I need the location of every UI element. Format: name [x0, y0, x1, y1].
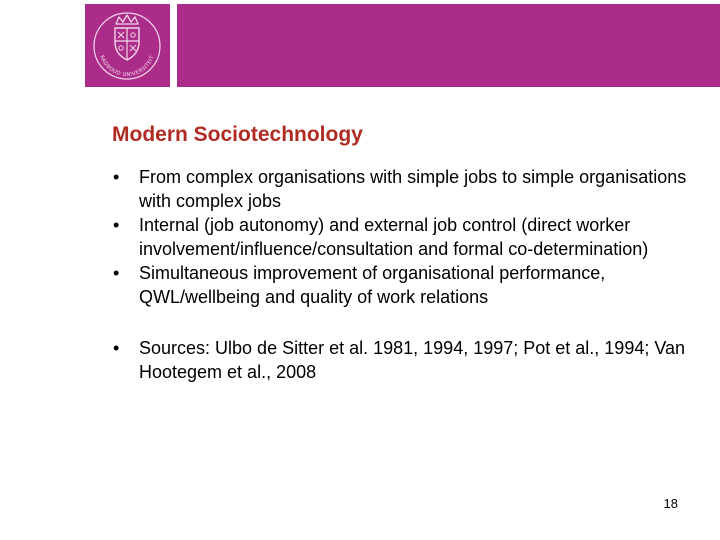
bullet-marker: • [113, 167, 120, 187]
bullet-item [112, 165, 702, 213]
bullet-item [112, 261, 702, 309]
slide-title: Modern Sociotechnology [112, 123, 363, 146]
bullet-marker: • [113, 338, 120, 358]
bullet-item-sources [112, 336, 702, 384]
bullet-item [112, 213, 702, 261]
svg-text:RADBOUD UNIVERSITEIT: RADBOUD UNIVERSITEIT [98, 54, 156, 79]
bullet-text: Sources: Ulbo de Sitter et al. 1981, 1994, 1997; Pot et al., 1994; Van Hootegem et al., 2008 [139, 338, 686, 382]
header-banner [177, 4, 720, 87]
bullet-list [112, 165, 702, 384]
bullet-text: From complex organisations with simple jobs to simple organisations with complex jobs [139, 167, 687, 211]
page-number: 18 [663, 496, 678, 511]
bullet-text: Internal (job autonomy) and external job control (direct worker involvement/influence/consultation and formal co-determination) [139, 215, 649, 259]
bullet-marker: • [113, 215, 120, 235]
bullet-text: Simultaneous improvement of organisational performance, QWL/wellbeing and quality of work relations [139, 263, 606, 307]
university-logo [85, 4, 170, 87]
bullet-marker: • [113, 263, 120, 283]
header-band [0, 0, 720, 90]
university-seal-icon [85, 4, 170, 87]
